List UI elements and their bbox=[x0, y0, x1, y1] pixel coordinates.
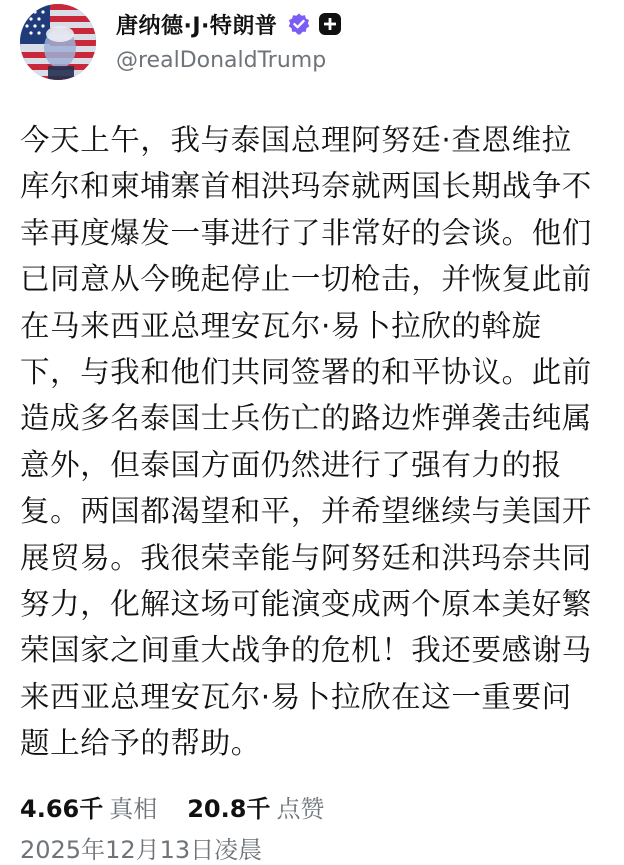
post-body bbox=[20, 117, 610, 766]
post-body-line: 造成多名泰国士兵伤亡的路边炸弹袭击纯属 bbox=[20, 401, 592, 436]
post-body-line: 在马来西亚总理安瓦尔·易卜拉欣的斡旋 bbox=[20, 308, 542, 343]
likes-count[interactable]: 20.8千 bbox=[187, 794, 271, 823]
retruths-count[interactable]: 4.66千 bbox=[20, 794, 104, 823]
author-handle[interactable]: @realDonaldTrump bbox=[116, 48, 327, 73]
author-name-row bbox=[116, 9, 341, 39]
post-body-line: 幸再度爆发一事进行了非常好的会谈。他们 bbox=[20, 215, 592, 250]
post-body-line: 库尔和柬埔寨首相洪玛奈就两国长期战争不 bbox=[20, 169, 592, 204]
author-display-name[interactable]: 唐纳德·J·特朗普 bbox=[116, 13, 278, 39]
post-body-line: 今天上午，我与泰国总理阿努廷·查恩维拉 bbox=[20, 123, 572, 157]
post-timestamp: 2025年12月13日凌晨 bbox=[20, 836, 263, 864]
post-body-line: 复。两国都渴望和平，并希望继续与美国开 bbox=[20, 494, 592, 529]
post-body-line: 来西亚总理安瓦尔·易卜拉欣在这一重要问 bbox=[20, 679, 572, 714]
retruths-label[interactable]: 真相 bbox=[109, 794, 158, 823]
post-body-line: 展贸易。我很荣幸能与阿努廷和洪玛奈共同 bbox=[20, 540, 592, 575]
avatar[interactable] bbox=[20, 4, 96, 80]
verified-badge-icon bbox=[287, 12, 311, 36]
likes-label[interactable]: 点赞 bbox=[276, 794, 325, 823]
plus-badge-icon bbox=[319, 13, 341, 35]
post-body-line: 已同意从今晚起停止一切枪击，并恢复此前 bbox=[20, 262, 592, 297]
post-body-line: 荣国家之间重大战争的危机！我还要感谢马 bbox=[20, 633, 592, 668]
post-body-line: 题上给予的帮助。 bbox=[20, 726, 261, 761]
post-body-line: 努力，化解这场可能演变成两个原本美好繁 bbox=[20, 586, 592, 621]
post-body-line: 下，与我和他们共同签署的和平协议。此前 bbox=[20, 354, 592, 389]
post-stats bbox=[20, 790, 354, 822]
post-body-line: 意外，但泰国方面仍然进行了强有力的报 bbox=[20, 447, 562, 482]
